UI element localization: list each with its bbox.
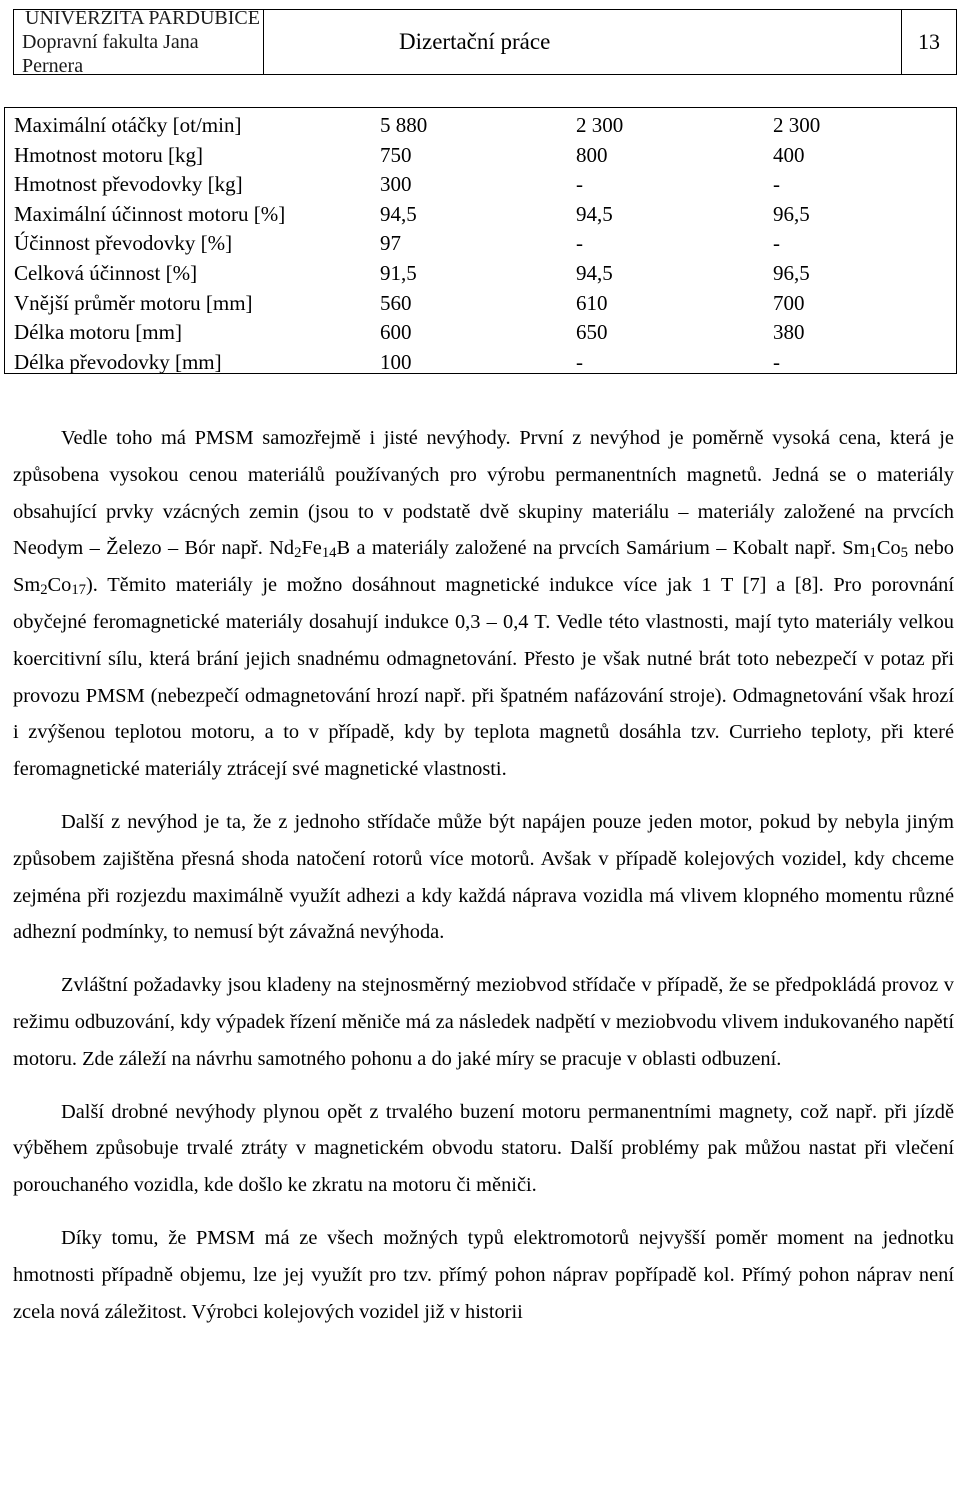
- body-text: [13, 420, 954, 1330]
- table-cell: 94,5: [380, 201, 417, 226]
- table-row: [5, 111, 956, 141]
- header-faculty: Dopravní fakulta Jana Pernera: [22, 31, 199, 77]
- paragraph-disadvantages: Vedle toho má PMSM samozřejmě i jisté nevýhody. První z nevýhod je poměrně vysoká cena, která je způsobena vysokou cenou materiálů používaných pro výrobu permanentních magnetů. Jedná se o materiály obsahující prvky vzácných zemin (jsou to v podstatě dvě skupiny materiálu – materiály založené na prvcích Neodym – Železo – Bór např. $Nd_2Fe_{14}B$ a materiály založené na prvcích Samárium – Kobalt např. $Sm_1Co_5$ nebo $Sm_2Co_{17}$). Těmito materiály je možno dosáhnout magnetické indukce více jak 1 T [7] a [8]. Pro porovnání obyčejné feromagnetické materiály dosahují indukce 0,3 – 0,4 T. Vedle této vlastnosti, mají tyto materiály velkou koercitivní sílu, která brání jejich snadnému odmagnetování. Přesto je však nutné brát toto nebezpečí v potaz při provozu PMSM (nebezpečí odmagnetování hrozí např. při špatném nafázování stroje). Odmagnetování však hrozí i zvýšenou teplotou motoru, a to v případě, kdy by teplota magnetů dosáhla tzv. Currieho teploty, při které feromagnetické materiály ztrácejí své magnetické vlastnosti.: [13, 427, 954, 781]
- table-cell: 560: [380, 290, 412, 315]
- table-cell: 2 300: [773, 113, 821, 137]
- table-row-label: Celková účinnost [%]: [14, 261, 198, 285]
- paragraph-single-inverter: Další z nevýhod je ta, že z jednoho střídače může být napájen pouze jeden motor, pokud by nebyla jiným způsobem zajištěna přesná shoda natočení rotorů více motorů. Avšak v případě kolejových vozidel, kdy chceme zejména při rozjezdu maximálně využít adhezi a kdy každá náprava vozidla má vlivem klopného momentu různé adhezní podmínky, to nemusí být závažná nevýhoda.: [13, 810, 954, 944]
- table-row: [5, 229, 956, 259]
- table-row-label: Maximální otáčky [ot/min]: [14, 113, 242, 137]
- table-cell: 600: [380, 320, 412, 345]
- paragraph-minor-disadvantages: Další drobné nevýhody plynou opět z trvalého buzení motoru permanentními magnety, což např. při jízdě výběhem způsobuje trvalé ztráty v magnetickém obvodu statoru. Další problémy pak můžou nastat při vlečení porouchaného vozidla, kde došlo ke zkratu na motoru či měniči.: [13, 1100, 954, 1197]
- table-cell: 700: [773, 290, 805, 315]
- header-document-title: Dizertační práce: [264, 10, 902, 74]
- table-row-label: Délka převodovky [mm]: [14, 349, 222, 374]
- page-header: [13, 9, 957, 75]
- table-row: [5, 200, 956, 230]
- table-cell: 650: [576, 320, 608, 345]
- table-cell: 750: [380, 142, 412, 167]
- table-cell: 380: [773, 320, 805, 345]
- table-cell: 300: [380, 172, 412, 197]
- table-cell: -: [576, 349, 583, 374]
- table-row: [5, 318, 956, 348]
- paragraph-direct-drive: Díky tomu, že PMSM má ze všech možných typů elektromotorů nejvyšší poměr moment na jednotku hmotnosti případně objemu, lze jej využít pro tzv. přímý pohon náprav popřípadě kol. Přímý pohon náprav není zcela nová záležitost. Výrobci kolejových vozidel již v historii: [13, 1226, 954, 1323]
- table-row: [5, 348, 956, 378]
- table-cell: 96,5: [773, 201, 810, 226]
- table-row-label: Délka motoru [mm]: [14, 320, 182, 345]
- table-cell: -: [773, 349, 780, 374]
- table-cell: 100: [380, 349, 412, 374]
- table-cell: 2 300: [576, 113, 624, 137]
- header-institution: [14, 7, 264, 77]
- table-row-label: Maximální účinnost motoru [%]: [14, 201, 286, 226]
- table-row-label: Účinnost převodovky [%]: [14, 231, 233, 256]
- table-cell: 610: [576, 290, 608, 315]
- table-cell: 94,5: [576, 201, 613, 226]
- table-cell: 94,5: [576, 261, 613, 285]
- table-row: [5, 289, 956, 319]
- table-cell: 97: [380, 231, 401, 256]
- header-university: UNIVERZITA PARDUBICE: [25, 7, 260, 29]
- table-cell: 5 880: [380, 113, 428, 137]
- table-cell: -: [773, 172, 780, 197]
- table-row: [5, 141, 956, 171]
- table-row-label: Vnější průměr motoru [mm]: [14, 290, 253, 315]
- table-row: [5, 170, 956, 200]
- table-cell: -: [576, 231, 583, 256]
- paragraph-dc-link: Zvláštní požadavky jsou kladeny na stejnosměrný meziobvod střídače v případě, že se předpokládá provoz v režimu odbuzování, kdy výpadek řízení měniče má za následek nadpětí v meziobvodu vlivem indukovaného napětí motoru. Zde záleží na návrhu samotného pohonu a do jaké míry se pracuje v oblasti odbuzení.: [13, 974, 954, 1070]
- table-row-label: Hmotnost převodovky [kg]: [14, 172, 243, 197]
- spec-table: [4, 107, 957, 374]
- table-cell: 800: [576, 142, 608, 167]
- table-row-label: Hmotnost motoru [kg]: [14, 142, 203, 167]
- table-cell: -: [773, 231, 780, 256]
- header-page-number: 13: [918, 29, 940, 54]
- table-cell: 96,5: [773, 261, 810, 285]
- table-cell: 91,5: [380, 261, 417, 285]
- table-row: [5, 259, 956, 289]
- table-cell: -: [576, 172, 583, 197]
- table-cell: 400: [773, 142, 805, 167]
